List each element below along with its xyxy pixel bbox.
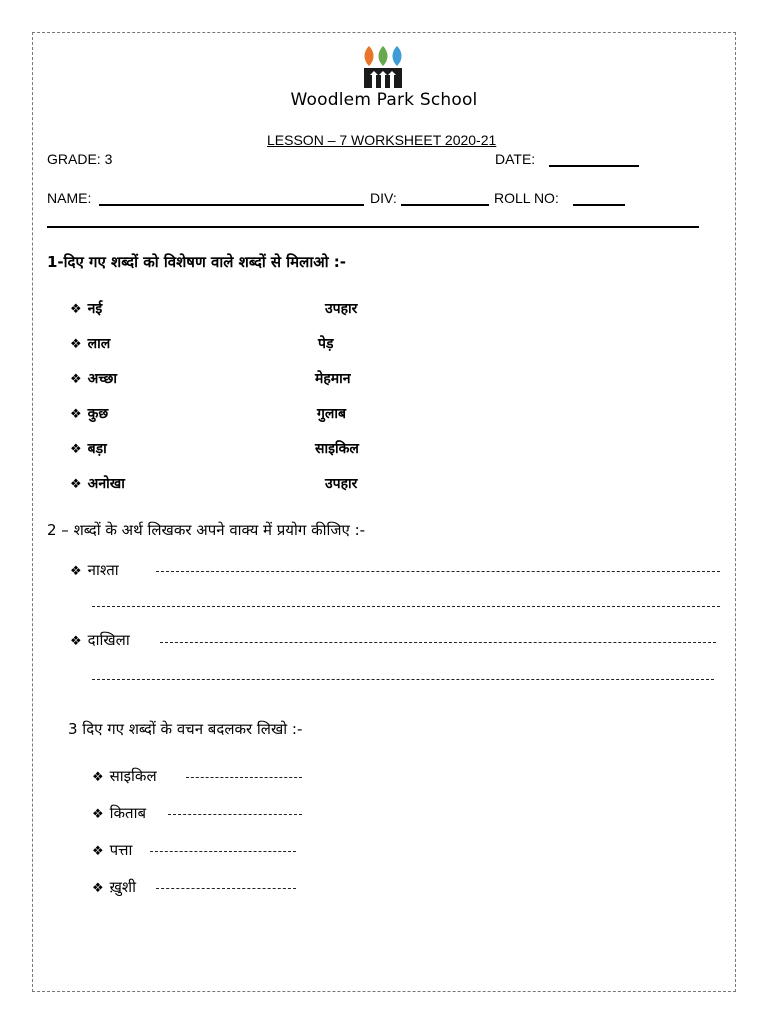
q3-item-4: ❖ ख़ुशी (92, 878, 137, 896)
q1-right-2: पेड़ (318, 336, 334, 352)
bullet-icon: ❖ (70, 477, 82, 492)
school-logo-icon (359, 44, 407, 90)
q1-left-4: ❖ कुछ (70, 406, 109, 422)
date-field[interactable] (495, 151, 639, 167)
bullet-icon: ❖ (70, 407, 82, 422)
worksheet-border (32, 32, 736, 992)
roll-field[interactable] (494, 190, 625, 206)
q1-left-3: ❖ अच्छा (70, 371, 117, 387)
q1-right-1: उपहार (325, 301, 358, 317)
q1-title: 1-दिए गए शब्दों को विशेषण वाले शब्दों से मिलाओ :- (47, 253, 346, 271)
q1-right-4: गुलाब (317, 406, 346, 422)
div-line (401, 204, 489, 206)
q1-left-1: ❖ नई (70, 301, 103, 317)
bullet-icon: ❖ (70, 634, 82, 649)
bullet-icon: ❖ (70, 337, 82, 352)
q2-item-1: ❖ नाश्ता (70, 561, 119, 579)
name-field[interactable] (47, 190, 364, 206)
bullet-icon: ❖ (70, 442, 82, 457)
q1-left-5: ❖ बड़ा (70, 441, 107, 457)
q2-answer-line-1b[interactable] (92, 606, 720, 607)
q3-item-3: ❖ पत्ता (92, 841, 133, 859)
q3-item-1: ❖ साइकिल (92, 767, 157, 785)
roll-line (573, 204, 625, 206)
grade-label: GRADE: 3 (47, 151, 113, 167)
bullet-icon: ❖ (92, 844, 104, 859)
school-name: Woodlem Park School (290, 90, 478, 110)
q2-title: 2 – शब्दों के अर्थ लिखकर अपने वाक्य में प्रयोग कीजिए :- (47, 521, 366, 539)
bullet-icon: ❖ (70, 302, 82, 317)
q1-right-5: साइकिल (315, 441, 359, 457)
q3-answer-line-3[interactable] (150, 851, 296, 852)
header-divider (47, 226, 699, 228)
lesson-title: LESSON – 7 WORKSHEET 2020-21 (267, 132, 497, 148)
bullet-icon: ❖ (70, 564, 82, 579)
bullet-icon: ❖ (92, 807, 104, 822)
q3-answer-line-2[interactable] (168, 814, 302, 815)
bullet-icon: ❖ (70, 372, 82, 387)
div-label: DIV: (370, 190, 397, 206)
q2-answer-line-1a[interactable] (156, 571, 720, 572)
date-line (549, 165, 639, 167)
q1-right-3: मेहमान (315, 371, 351, 387)
q1-left-6: ❖ अनोखा (70, 476, 125, 492)
q2-answer-line-2a[interactable] (160, 642, 716, 643)
bullet-icon: ❖ (92, 770, 104, 785)
q1-left-2: ❖ लाल (70, 336, 111, 352)
q2-item-2: ❖ दाखिला (70, 631, 130, 649)
date-label: DATE: (495, 151, 536, 167)
q3-answer-line-4[interactable] (156, 888, 296, 889)
q3-answer-line-1[interactable] (186, 777, 302, 778)
q2-answer-line-2b[interactable] (92, 679, 714, 680)
roll-label: ROLL NO: (494, 190, 559, 206)
div-field[interactable] (370, 190, 489, 206)
q3-title: 3 दिए गए शब्दों के वचन बदलकर लिखो :- (68, 720, 303, 738)
name-label: NAME: (47, 190, 92, 206)
name-line (99, 204, 364, 206)
q1-right-6: उपहार (325, 476, 358, 492)
q3-item-2: ❖ किताब (92, 804, 147, 822)
bullet-icon: ❖ (92, 881, 104, 896)
